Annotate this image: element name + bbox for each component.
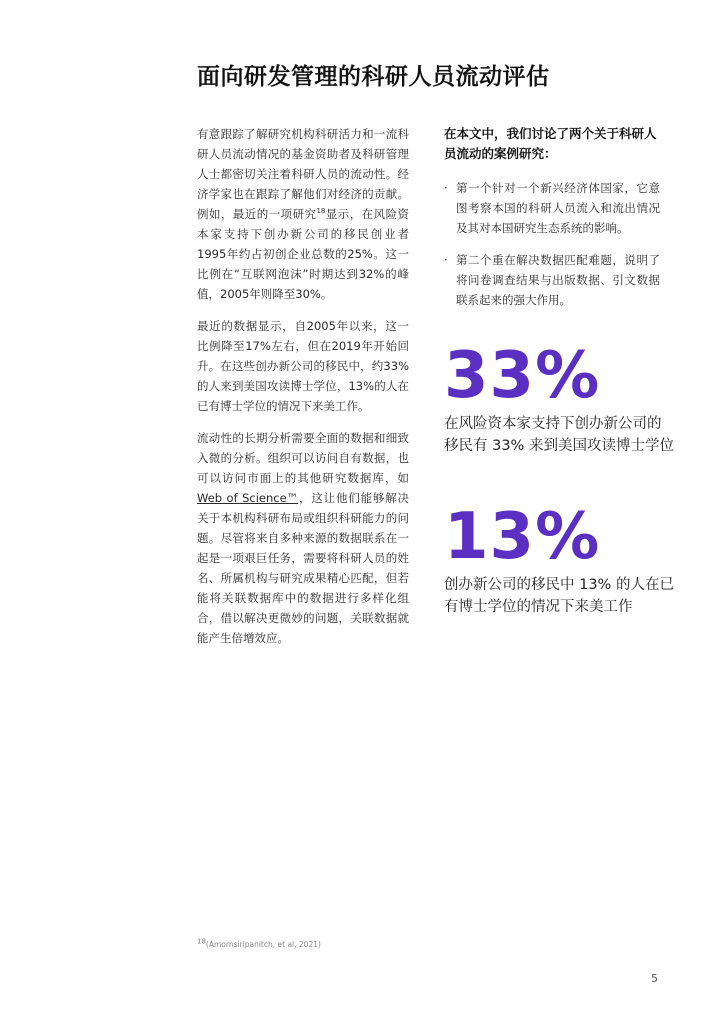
stat-block-phd-holders <box>444 500 674 618</box>
list-item <box>444 250 660 310</box>
paragraph-3-text-a: 流动性的长期分析需要全面的数据和细致入微的分析。组织可以访问自有数据，也可以访问市面上的其他研究数据库，如 <box>197 431 409 485</box>
footnote <box>197 937 321 949</box>
footnote-ref[interactable]: 18 <box>316 207 326 216</box>
list-item-text: 第二个重在解决数据匹配难题，说明了将问卷调查结果与出版数据、引文数据联系起来的强大作用。 <box>456 253 660 307</box>
list-item-text: 第一个针对一个新兴经济体国家，它意图考察本国的科研人员流入和流出情况及其对本国研究生态系统的影响。 <box>456 181 660 235</box>
footnote-number: 18 <box>197 937 206 946</box>
page-number: 5 <box>651 972 658 985</box>
footnote-text: (Amornsiripanitch, et al, 2021) <box>205 940 321 949</box>
stat-value: 33% <box>444 339 601 413</box>
list-item <box>444 178 660 238</box>
page-title: 面向研发管理的科研人员流动评估 <box>197 64 550 90</box>
paragraph-3 <box>197 428 409 648</box>
paragraph-2: 最近的数据显示，自2005年以来，这一比例降至17%左右，但在2019年开始回升。在这些创办新公司的移民中，约33%的人来到美国攻读博士学位，13%的人在已有博士学位的情况下来美工作。 <box>197 319 409 413</box>
case-studies-heading: 在本文中，我们讨论了两个关于科研人员流动的案例研究： <box>444 126 657 161</box>
body-text-column <box>197 124 409 660</box>
paragraph-1-text-a: 有意跟踪了解研究机构科研活力和一流科研人员流动情况的基金资助者及科研管理人士都密切关注着科研人员的流动性。经济学家也在跟踪了解他们对经济的贡献。例如，最近的一项研究 <box>197 127 409 221</box>
stat-caption: 创办新公司的移民中 13% 的人在已有博士学位的情况下来美工作 <box>444 577 674 615</box>
case-studies-column <box>444 124 660 322</box>
paragraph-1 <box>197 124 409 304</box>
web-of-science-link[interactable]: Web of Science™ <box>197 491 299 505</box>
stat-caption: 在风险资本家支持下创办新公司的移民有 33% 来到美国攻读博士学位 <box>444 416 674 454</box>
stat-block-phd-study <box>444 339 674 457</box>
paragraph-1-text-b: 显示，在风险资本家支持下创办新公司的移民创业者1995年约占初创企业总数的25%。这一比例在“互联网泡沫”时期达到32%的峰值，2005年则降至30%。 <box>197 207 410 301</box>
bullet-icon: · <box>444 181 448 195</box>
case-studies-list <box>444 178 660 310</box>
paragraph-3-text-b: ，这让他们能够解决关于本机构科研布局或组织科研能力的问题。尽管将来自多种来源的数据联系在一起是一项艰巨任务，需要将科研人员的姓名、所属机构与研究成果精心匹配，但若能将关联数据库中的数据进行多样化组合，借以解决更微妙的问题，关联数据就能产生倍增效应。 <box>197 491 410 645</box>
stat-value: 13% <box>444 500 601 574</box>
bullet-icon: · <box>444 253 448 267</box>
